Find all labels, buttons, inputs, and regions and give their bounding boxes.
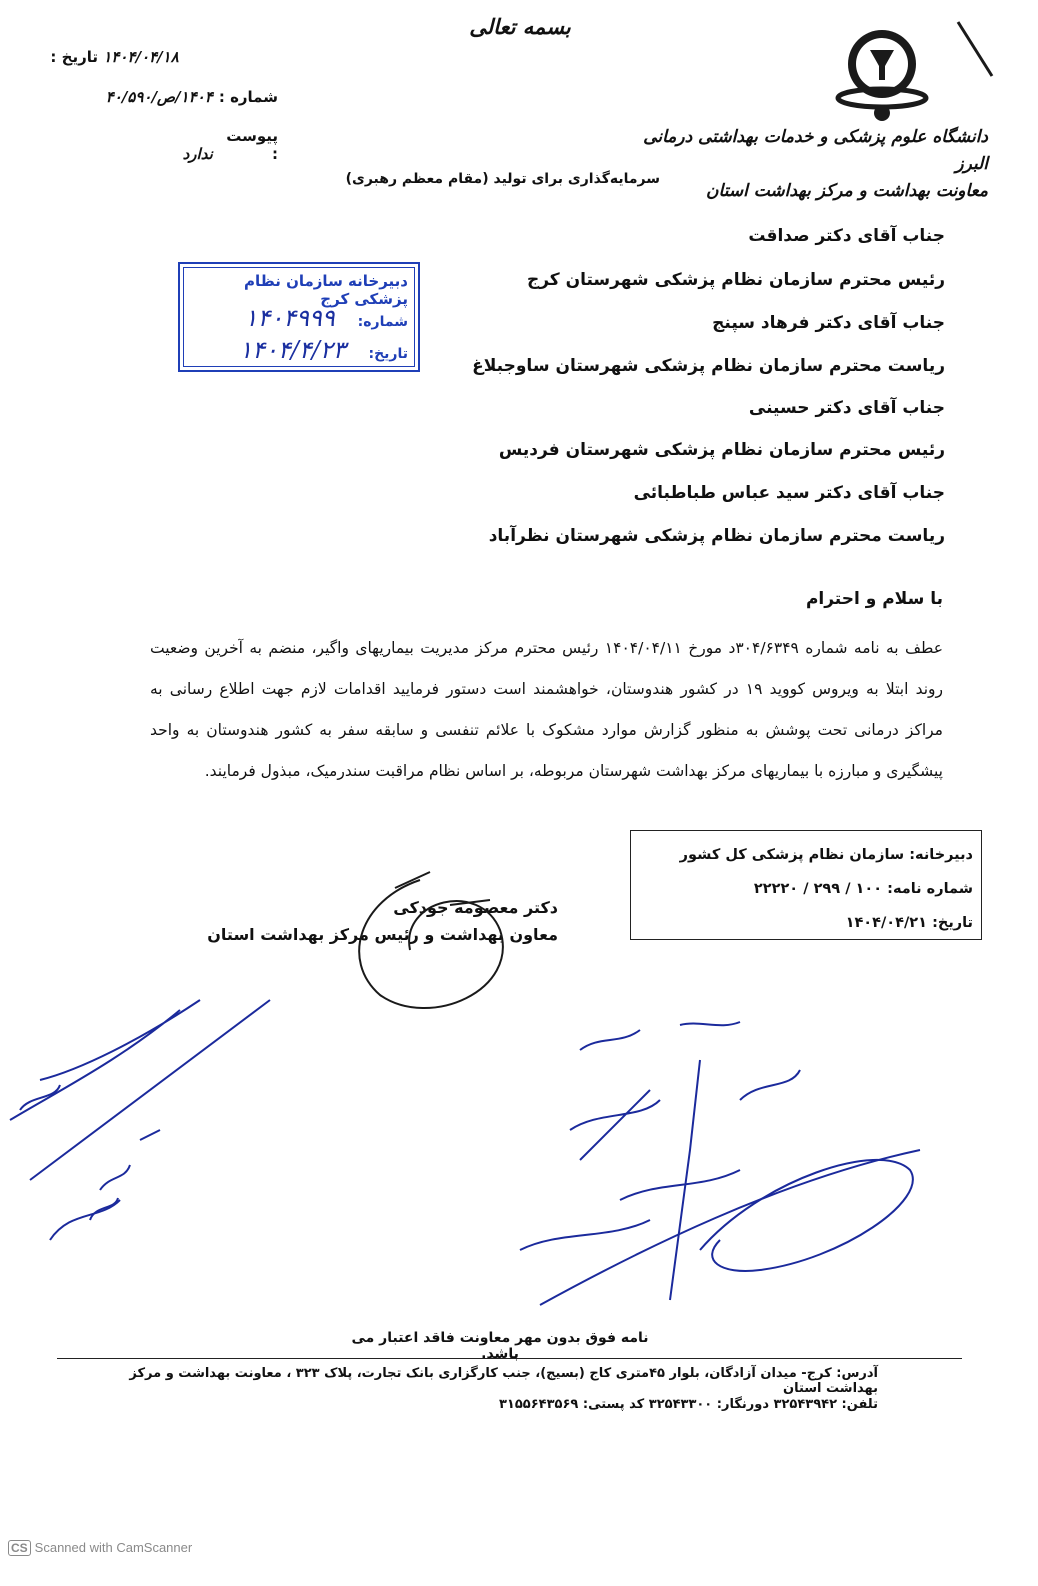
- attachment-label: پیوست :: [226, 127, 278, 163]
- handwritten-referral: [520, 1022, 800, 1300]
- university-name: [628, 124, 988, 205]
- registry-date: تاریخ: ۱۴۰۴/۰۴/۲۱: [845, 915, 973, 931]
- stamp-title: دبیرخانه سازمان نظام پزشکی کرج: [243, 272, 408, 308]
- recipient-line: جناب آقای دکتر سید عباس طباطبائی: [633, 483, 945, 503]
- stamp-number-row: [188, 304, 408, 332]
- handwritten-date-loop: [700, 1160, 913, 1271]
- basmala: بسمه تعالی: [469, 14, 571, 39]
- motto: سرمایه‌گذاری برای تولید (مقام معظم رهبری): [345, 171, 660, 187]
- attachment-value: ندارد: [182, 145, 213, 163]
- number-label: شماره :: [218, 88, 278, 106]
- university-logo-icon: [830, 14, 1005, 126]
- handwritten-underline: [540, 1150, 920, 1305]
- scanner-watermark: [8, 1540, 268, 1556]
- stamp-date-row: [188, 336, 408, 364]
- footer-address: آدرس: کرج- میدان آزادگان، بلوار ۴۵متری کاج (بسیج)، جنب کارگزاری بانک تجارت، پلاک ۳۲۳ ، معاونت بهداشت و مرکز بهداشت استان: [129, 1366, 878, 1396]
- stamp-number-value: ۱۴۰۴۹۹۹: [244, 304, 335, 332]
- letter-number: [38, 88, 278, 106]
- letter-date: [38, 48, 278, 66]
- validity-notice: نامه فوق بدون مهر معاونت فاقد اعتبار می باشد.: [351, 1330, 649, 1362]
- recipient-line: رئیس محترم سازمان نظام پزشکی شهرستان کرج: [526, 270, 945, 290]
- letter-attachment: [38, 127, 278, 163]
- margin-note-left-2: [20, 1085, 130, 1220]
- recipient-line: رئیس محترم سازمان نظام پزشکی شهرستان فردیس: [498, 440, 945, 460]
- recipient-line: ریاست محترم سازمان نظام پزشکی شهرستان نظرآباد: [488, 526, 945, 546]
- registry-box: [630, 830, 982, 940]
- scanner-mark-text: Scanned with CamScanner: [34, 1540, 193, 1555]
- registry-office: دبیرخانه: سازمان نظام پزشکی کل کشور: [679, 847, 973, 863]
- letter-body: عطف به نامه شماره ۳۰۴/۶۳۴۹د مورخ ۱۴۰۴/۰۴/۱۱ رئیس محترم مرکز مدیریت بیماریهای واگیر، منضم به آخرین وضعیت روند ابتلا به ویروس کووید ۱۹ در کشور هندوستان، خواهشمند است دستور فرمایید اقدامات لازم جهت اطلاع رسانی به مراکز درمانی تحت پوشش به منظور گزارش موارد مشکوک با علائم تنفسی و سابقه سفر به کشور هندوستان به واحد پیشگیری و مبارزه با بیماریهای مرکز بهداشت شهرستان مربوطه، بر اساس نظام مراقبت سندرمیک، مبذول فرمایند.: [150, 639, 943, 780]
- university-line-1: دانشگاه علوم پزشکی و خدمات بهداشتی درمانی البرز: [643, 127, 988, 174]
- date-label: تاریخ :: [50, 48, 98, 66]
- margin-note-left: [10, 1000, 270, 1240]
- recipient-line: جناب آقای دکتر حسینی: [748, 398, 945, 418]
- date-value: ۱۴۰۴/۰۴/۱۸: [103, 48, 179, 66]
- camscanner-logo-icon: CS: [8, 1540, 31, 1556]
- footer-divider: [57, 1358, 962, 1359]
- stamp-date-label: تاریخ:: [368, 346, 408, 362]
- salutation: با سلام و احترام: [805, 589, 943, 609]
- stamp-number-label: شماره:: [357, 314, 408, 330]
- recipient-line: جناب آقای دکتر صداقت: [748, 226, 945, 246]
- university-line-2: معاونت بهداشت و مرکز بهداشت استان: [706, 181, 988, 201]
- number-value: ۱۴۰۴/ص/۴۰/۵۹۰: [105, 88, 213, 106]
- recipient-line: ریاست محترم سازمان نظام پزشکی شهرستان ساوجبلاغ: [472, 356, 945, 376]
- recipient-line: جناب آقای دکتر فرهاد سپنج: [712, 313, 945, 333]
- signer-title: معاون بهداشت و رئیس مرکز بهداشت استان: [207, 925, 558, 944]
- signer-name: دکتر معصومه جودکی: [393, 898, 558, 917]
- stamp-date-value: ۱۴۰۴/۴/۲۳: [239, 336, 346, 364]
- footer-phones: تلفن: ۳۲۵۴۳۹۴۲ دورنگار: ۳۲۵۴۳۳۰۰ کد پستی: ۳۱۵۵۶۴۳۵۶۹: [498, 1397, 878, 1412]
- registry-stamp: [178, 262, 420, 372]
- registry-letter-number: شماره نامه: ۱۰۰ / ۲۹۹ / ۲۲۲۲۰: [753, 881, 973, 897]
